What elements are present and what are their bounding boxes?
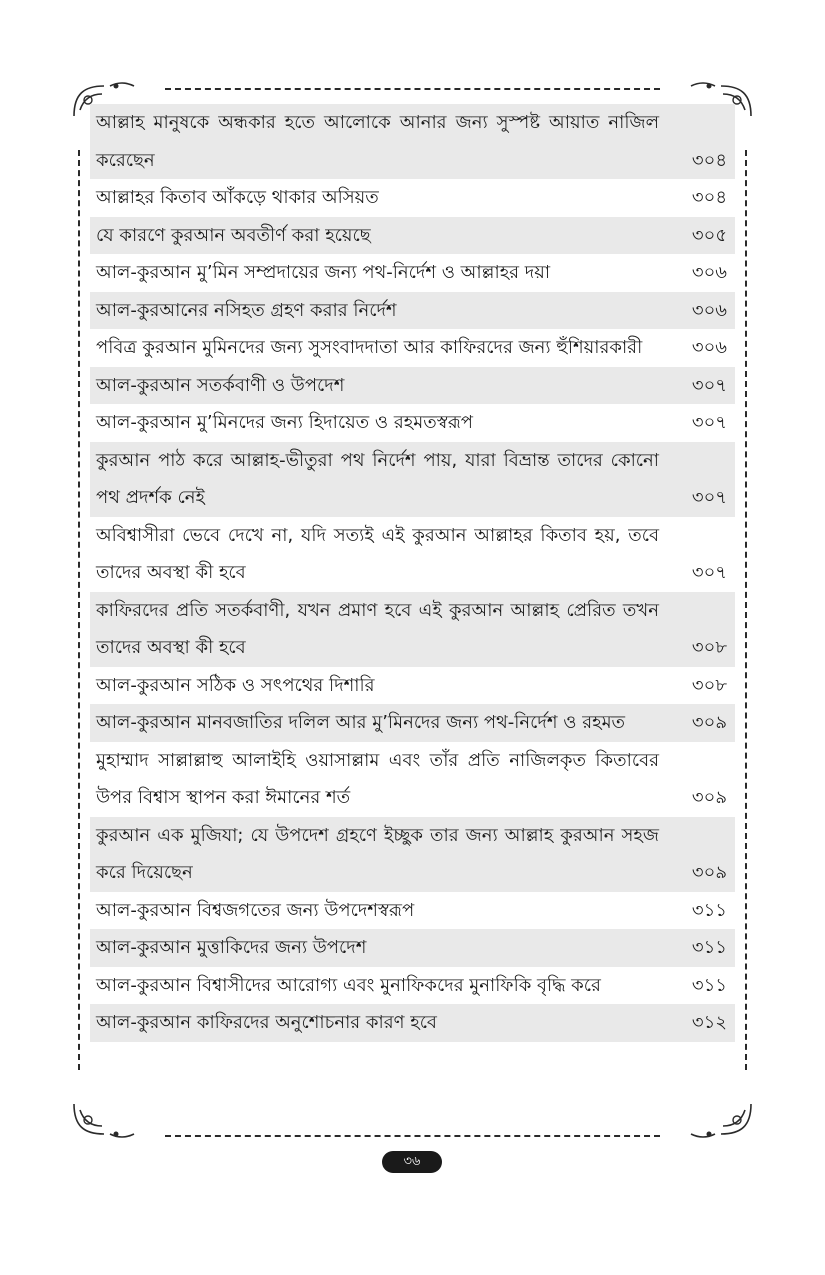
toc-page: ৩০৯ [691,787,727,808]
toc-page: ৩১১ [691,899,727,921]
toc-title: কুরআন এক মুজিযা; যে উপদেশ গ্রহণে ইচ্ছুক তার জন্য আল্লাহ কুরআন সহজ করে দিয়েছেন [96,824,659,883]
floral-corner-bottom-left-icon [70,1100,140,1140]
toc-title: আল-কুরআন সতর্কবাণী ও উপদেশ [96,374,345,396]
toc-page: ৩০৭ [691,562,727,583]
toc-row [90,329,735,367]
toc-title: আল্লাহর কিতাব আঁকড়ে থাকার অসিয়ত [96,187,379,208]
toc-row [90,929,735,967]
toc-row [90,367,735,405]
toc-page: ৩০৬ [691,299,727,321]
toc-page: ৩০৫ [691,224,727,246]
toc-page: ৩০৬ [691,262,727,283]
toc-row [90,104,735,179]
page-number: ৩৬ [382,1151,442,1173]
toc-page: ৩১১ [691,937,727,958]
toc-row [90,592,735,667]
toc-row [90,667,735,705]
toc-page: ৩০৮ [691,674,727,696]
toc-row [90,967,735,1005]
toc-title: আল-কুরআন সঠিক ও সৎপথের দিশারি [96,674,375,696]
toc-row [90,817,735,892]
border-top [165,88,660,90]
toc-title: আল্লাহ মানুষকে অন্ধকার হতে আলোকে আনার জন্য সুস্পষ্ট আয়াত নাজিল করেছেন [96,112,659,171]
toc-row [90,254,735,292]
page-number-badge [382,1151,442,1173]
toc-row [90,217,735,255]
toc-page: ৩০৭ [691,374,727,396]
toc-row [90,292,735,330]
toc-title: আল-কুরআন মানবজাতির দলিল আর মু’মিনদের জন্য পথ-নির্দেশ ও রহমত [96,712,626,733]
toc-page: ৩০৮ [691,637,727,658]
toc-page: ৩০৭ [691,487,727,508]
toc-title: আল-কুরআনের নসিহত গ্রহণ করার নির্দেশ [96,299,397,321]
toc-row [90,892,735,930]
border-bottom [165,1135,660,1137]
toc-title: আল-কুরআন বিশ্বাসীদের আরোগ্য এবং মুনাফিকদের মুনাফিকি বৃদ্ধি করে [96,974,601,996]
floral-corner-bottom-right-icon [685,1100,755,1140]
border-right [745,150,747,1070]
toc-page: ৩০৪ [691,149,727,171]
toc-title: অবিশ্বাসীরা ভেবে দেখে না, যদি সত্যই এই কুরআন আল্লাহর কিতাব হয়, তবে তাদের অবস্থা কী হবে [96,524,659,583]
toc-title: যে কারণে কুরআন অবতীর্ণ করা হয়েছে [96,224,371,246]
toc-page: ৩০৬ [691,337,727,358]
toc-page: ৩০৯ [691,862,727,883]
border-left [78,150,80,1070]
toc-row [90,517,735,592]
toc-row [90,442,735,517]
toc-row [90,704,735,742]
toc-page: ৩০৭ [691,412,727,433]
toc-page: ৩১১ [691,974,727,996]
toc-row [90,742,735,817]
toc-title: আল-কুরআন কাফিরদের অনুশোচনার কারণ হবে [96,1012,437,1033]
toc-page: ৩০৪ [691,187,727,208]
toc-title: আল-কুরআন মু’মিনদের জন্য হিদায়েত ও রহমতস্বরূপ [96,412,474,433]
toc-row [90,1004,735,1042]
toc-row [90,404,735,442]
toc-title: পবিত্র কুরআন মুমিনদের জন্য সুসংবাদদাতা আর কাফিরদের জন্য হুঁশিয়ারকারী [96,337,643,358]
toc-title: আল-কুরআন মুত্তাকিদের জন্য উপদেশ [96,937,367,958]
toc-title: আল-কুরআন মু’মিন সম্প্রদায়ের জন্য পথ-নির্দেশ ও আল্লাহর দয়া [96,262,551,283]
toc-title: কাফিরদের প্রতি সতর্কবাণী, যখন প্রমাণ হবে এই কুরআন আল্লাহ প্রেরিত তখন তাদের অবস্থা কী হবে [96,599,659,658]
toc-title: মুহাম্মাদ সাল্লাল্লাহু আলাইহি ওয়াসাল্লাম এবং তাঁর প্রতি নাজিলকৃত কিতাবের উপর বিশ্বাস স্থাপন করা ঈমানের শর্ত [96,749,659,808]
toc-page: ৩১২ [691,1012,727,1033]
toc-title: আল-কুরআন বিশ্বজগতের জন্য উপদেশস্বরূপ [96,899,415,921]
toc-title: কুরআন পাঠ করে আল্লাহ-ভীতুরা পথ নির্দেশ পায়, যারা বিভ্রান্ত তাদের কোনো পথ প্রদর্শক নেই [96,449,659,508]
table-of-contents [90,104,735,1042]
toc-row [90,179,735,217]
toc-page: ৩০৯ [691,712,727,733]
